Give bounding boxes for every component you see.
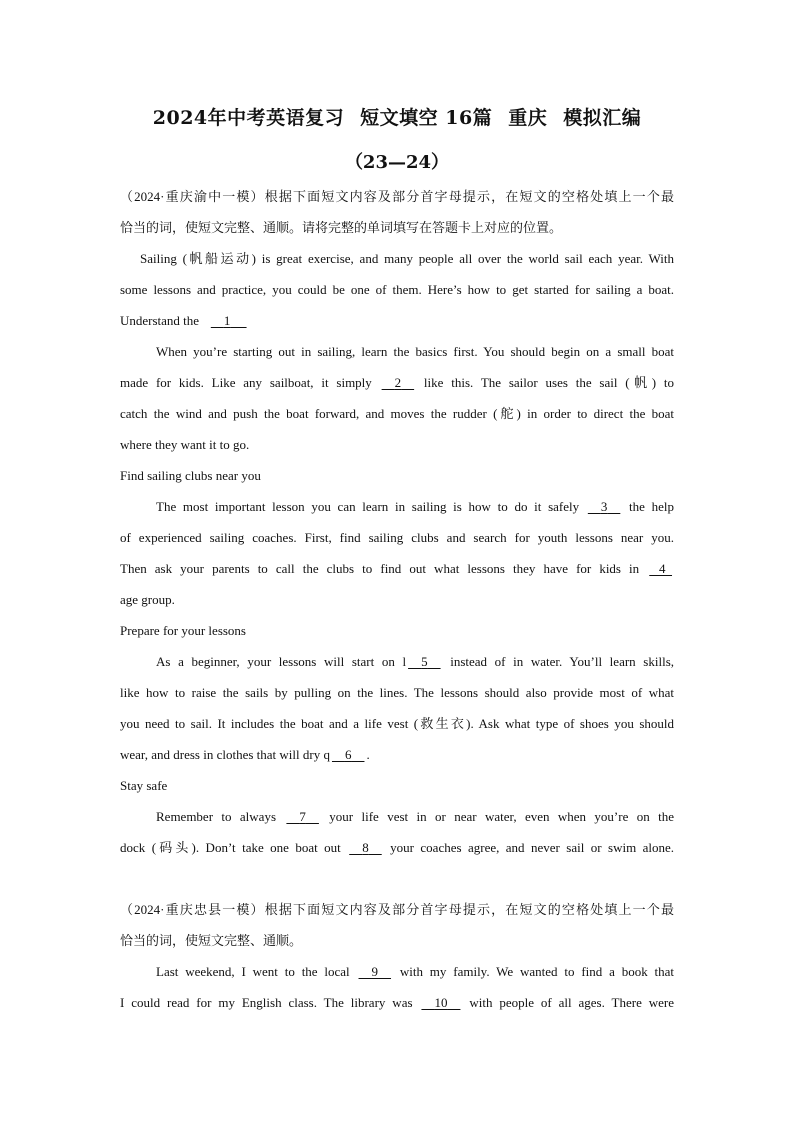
section-heading: Find sailing clubs near you	[120, 468, 261, 483]
paragraph-line: Last weekend, I went to the local 9 with my family. We wanted to find a book that	[120, 956, 674, 987]
title-part: 短文填空 16篇	[360, 107, 493, 129]
paragraph-line: where they want it to go.	[120, 437, 250, 452]
blank-7[interactable]: 7	[299, 809, 306, 824]
section-heading: Stay safe	[120, 778, 168, 793]
paragraph-line: made for kids. Like any sailboat, it simply 2 like this. The sailor uses the sail (帆) to	[120, 367, 674, 398]
paragraph-line: of experienced sailing coaches. First, find sailing clubs and search for youth lessons near you.	[120, 530, 674, 545]
blank-5[interactable]: 5	[421, 654, 428, 669]
paragraph-line: dock (码头). Don’t take one boat out 8 your coaches agree, and never sail or swim alone.	[120, 832, 674, 863]
paragraph-line: wear, and dress in clothes that will dry q 6 .	[120, 739, 674, 770]
instruction-line: 恰当的词，使短文完整、通顺。	[120, 933, 303, 948]
section-heading: Prepare for your lessons	[120, 623, 246, 638]
blank-8[interactable]: 8	[362, 840, 369, 855]
document-title	[0, 103, 794, 130]
paragraph-line: some lessons and practice, you could be one of them. Here’s how to get started for sailing a boat.	[120, 282, 674, 297]
blank-4[interactable]: 4	[659, 561, 666, 576]
title-part: 重庆	[508, 107, 548, 129]
paragraph-line: catch the wind and push the boat forward, and moves the rudder (舵) in order to direct the boat	[120, 406, 674, 421]
paragraph-line: you need to sail. It includes the boat and a life vest (救生衣). Ask what type of shoes you should	[120, 716, 674, 731]
blank-3[interactable]: 3	[600, 499, 608, 514]
paragraph-line: Sailing (帆船运动) is great exercise, and many people all over the world sail each year. With	[140, 251, 674, 266]
paragraph-line: I could read for my English class. The library was 10 with people of all ages. There were	[120, 987, 674, 1018]
section-heading: Understand the 1	[120, 305, 674, 336]
blank-6[interactable]: 6	[344, 747, 352, 762]
blank-2[interactable]: 2	[394, 375, 402, 390]
blank-1[interactable]: 1	[223, 313, 231, 328]
instruction-line: （2024·重庆忠县一模）根据下面短文内容及部分首字母提示，在短文的空格处填上一个最	[120, 902, 674, 917]
blank-10[interactable]: 10	[434, 995, 448, 1010]
instruction-line: （2024·重庆渝中一模）根据下面短文内容及部分首字母提示，在短文的空格处填上一个最	[120, 189, 674, 204]
instruction-line: 恰当的词，使短文完整、通顺。请将完整的单词填写在答题卡上对应的位置。	[120, 220, 563, 235]
title-part: 模拟汇编	[563, 107, 642, 129]
blank-9[interactable]: 9	[371, 964, 379, 979]
paragraph-line: As a beginner, your lessons will start on l 5 instead of in water. You’ll learn skills,	[120, 646, 674, 677]
paragraph-line: When you’re starting out in sailing, learn the basics first. You should begin on a small boat	[156, 344, 674, 359]
paragraph-line: like how to raise the sails by pulling on the lines. The lessons should also provide most of what	[120, 685, 674, 700]
title-part: 2024年中考英语复习	[152, 107, 345, 129]
paragraph-line: age group.	[120, 592, 175, 607]
paragraph-line: Then ask your parents to call the clubs to find out what lessons they have for kids in 4	[120, 553, 674, 584]
paragraph-spacer	[120, 863, 674, 894]
document-subtitle: （23—24）	[344, 152, 450, 173]
paragraph-line: The most important lesson you can learn in sailing is how to do it safely 3 the help	[120, 491, 674, 522]
paragraph-line: Remember to always 7 your life vest in or near water, even when you’re on the	[120, 801, 674, 832]
document-body	[120, 181, 674, 1018]
